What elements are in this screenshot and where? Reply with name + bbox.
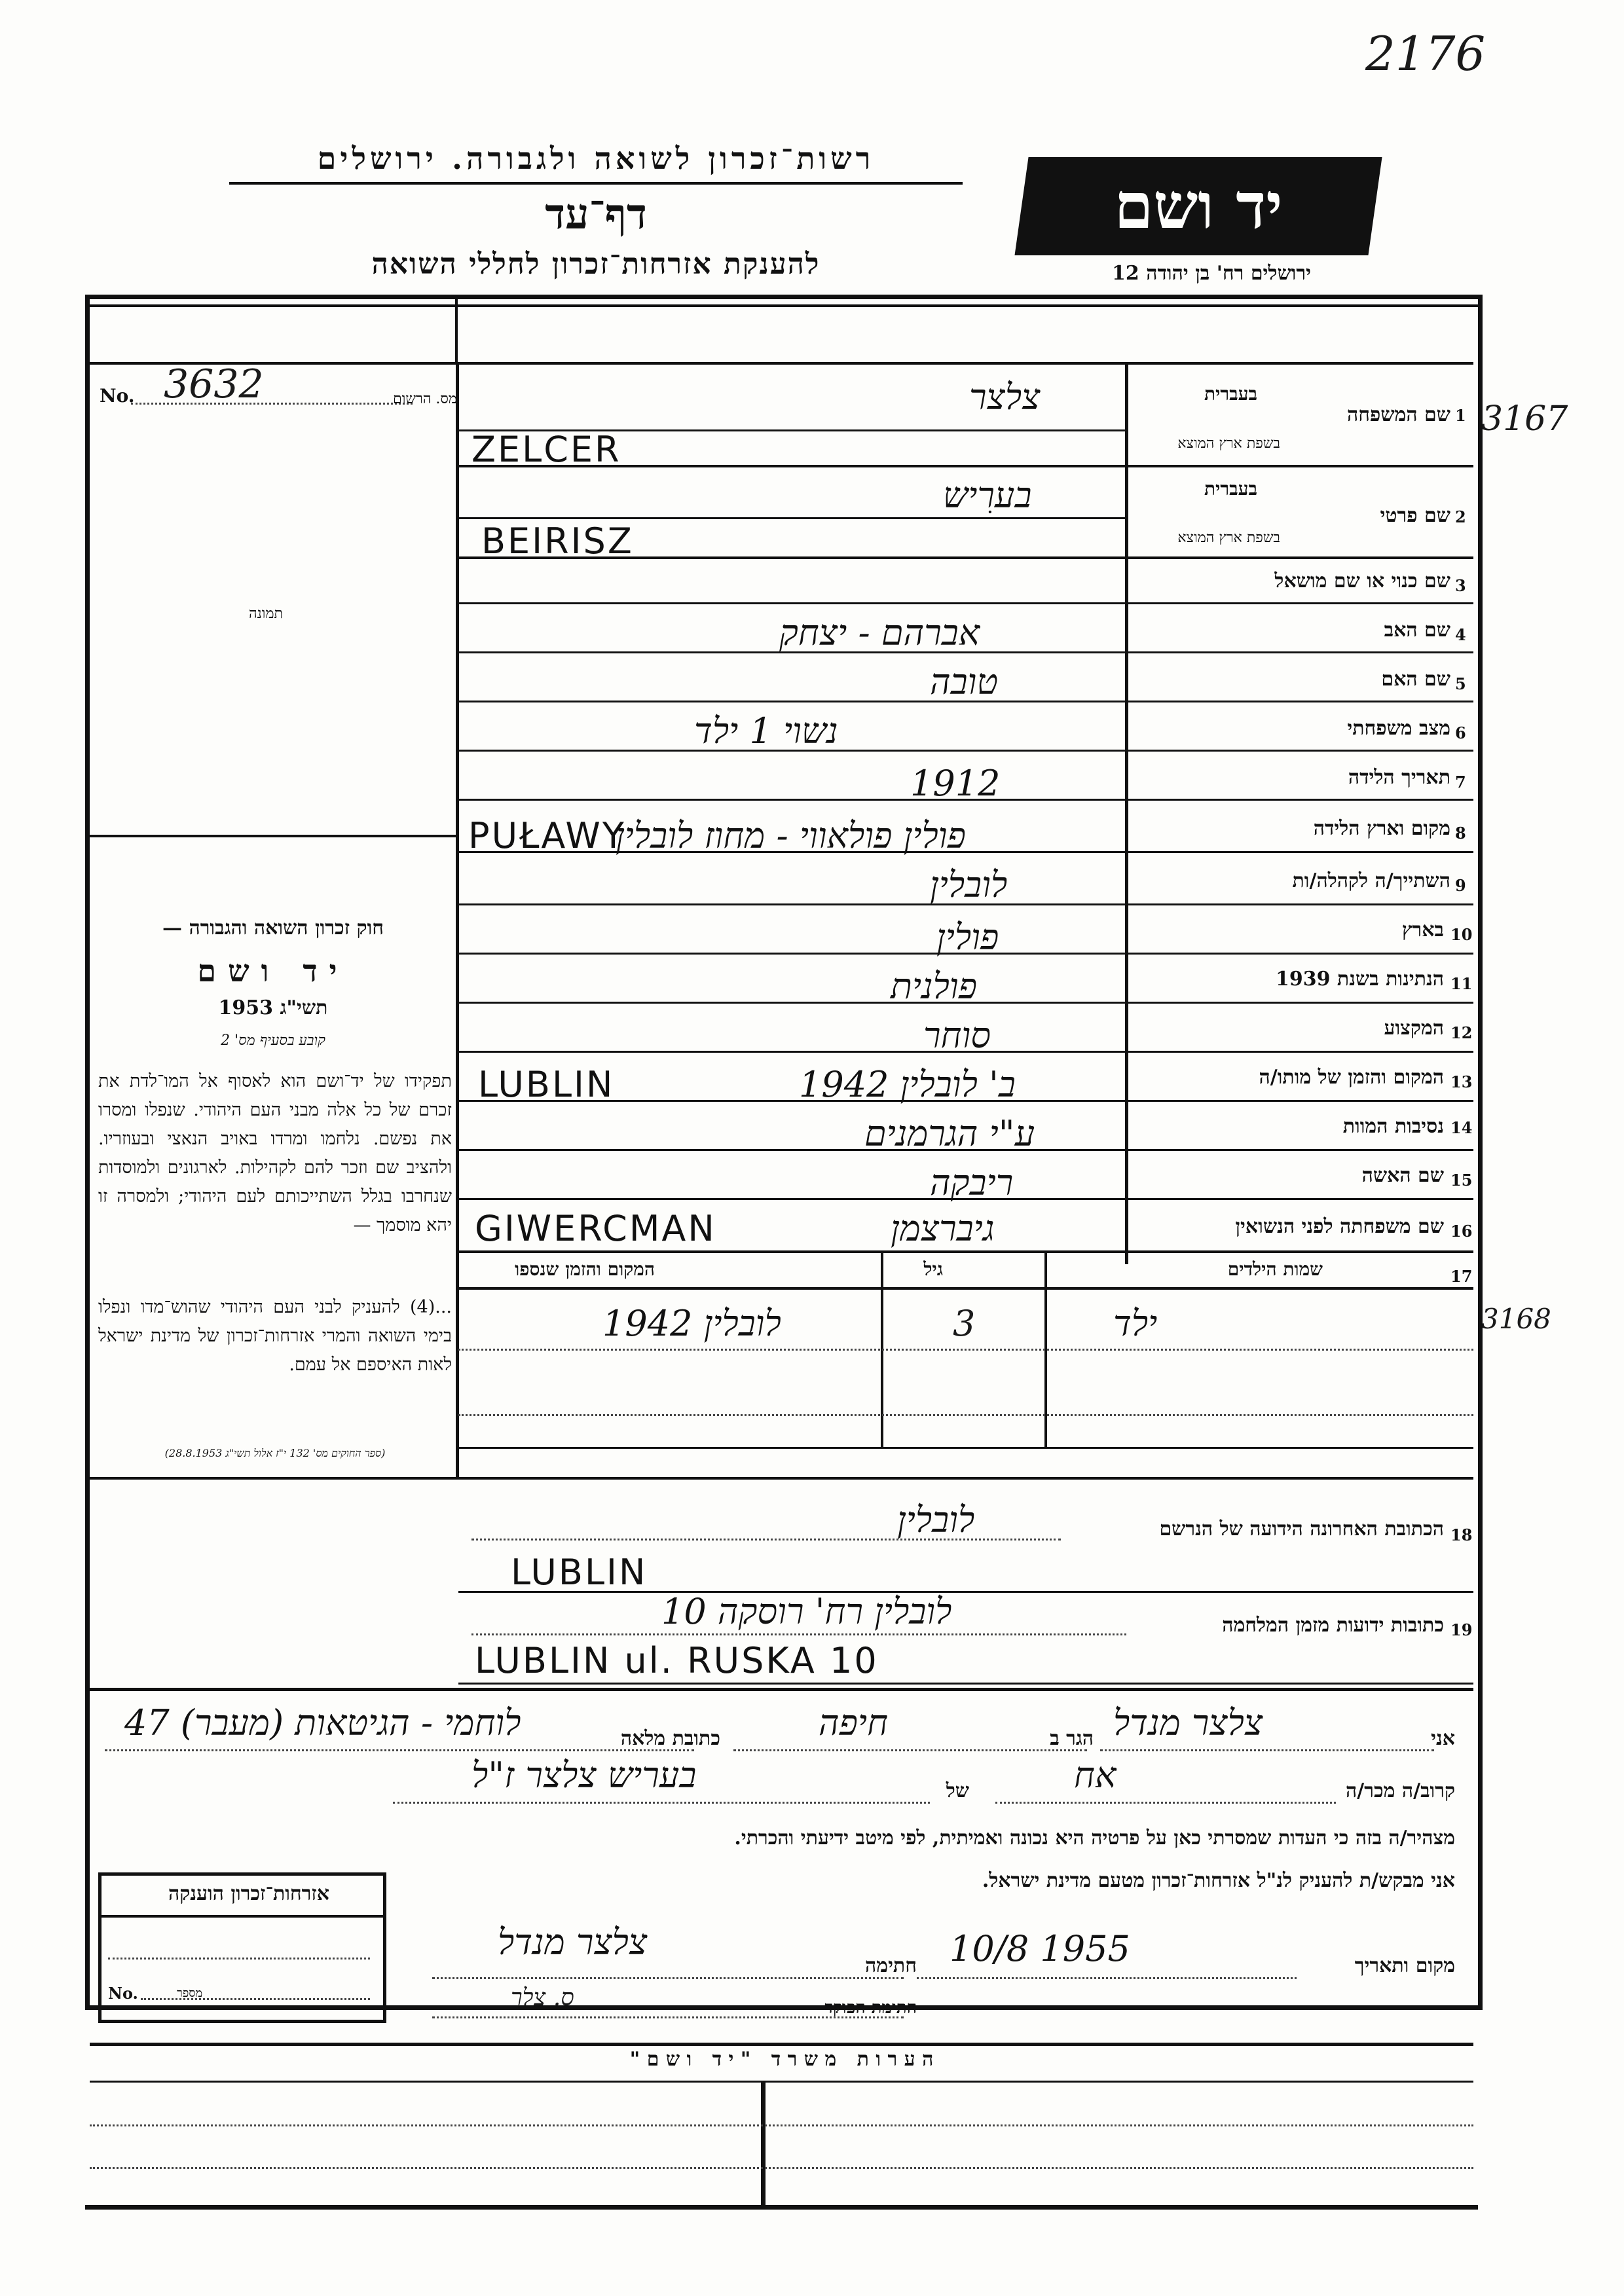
field-11-label: הנתינות בשנת 1939 — [1275, 968, 1444, 991]
field-9-label: השתייך/ה לקהלה/ות — [1292, 869, 1450, 892]
field-16-value: גיברצמן — [891, 1208, 995, 1249]
field-9-number: 9 — [1455, 876, 1466, 895]
field-10-label: בארץ — [1401, 919, 1444, 941]
law-clause: קובע בסעיף מס' 2 — [221, 1032, 325, 1049]
citizenship-box-title: אזרחות־זכרון הוענקה — [168, 1882, 330, 1905]
field-17-number: 17 — [1450, 1267, 1473, 1286]
declarant-name: צלצר מנדל — [1113, 1702, 1263, 1743]
field-15-label: שם האשה — [1361, 1164, 1444, 1187]
field-12-number: 12 — [1450, 1023, 1473, 1042]
signature-dotline — [432, 1977, 904, 1979]
children-place-header: המקום והזמן שנספו — [515, 1258, 655, 1280]
row-line-16 — [458, 1250, 1473, 1253]
field-2-value: בערִיש — [943, 475, 1032, 516]
citizenship-box-title-line — [98, 1915, 386, 1918]
children-header-line — [458, 1287, 1473, 1290]
field-3-number: 3 — [1455, 576, 1466, 595]
field-14-value: ע"י הגרמנים — [864, 1113, 1035, 1154]
relation-dotline — [995, 1802, 1336, 1804]
field-15-value: ריבקה — [930, 1162, 1014, 1203]
declaration-of-label: של — [946, 1779, 969, 1802]
photo-box-bottom — [90, 835, 456, 837]
field-8-number: 8 — [1455, 824, 1466, 843]
declaration-date: 10/8 1955 — [950, 1928, 1130, 1969]
field-6-label: מצב משפחתי — [1347, 717, 1450, 740]
field-8-value-latin: PUŁAWY — [468, 815, 626, 856]
law-name: יד ושם — [197, 953, 349, 989]
field-14-number: 14 — [1450, 1118, 1473, 1137]
office-notes-top-line — [90, 2043, 1473, 2046]
declaration-statement-2: אני מבקש/ת להעניק לנ"ל אזרחות־זכרון מטעם מדינת ישראל. — [982, 1869, 1455, 1892]
field-8-label: מקום וארץ הלידה — [1313, 817, 1450, 840]
children-age-header: גיל — [923, 1258, 943, 1280]
office-notes-title-line — [90, 2081, 1473, 2083]
field-2-sub-hebrew: בעברית — [1204, 478, 1257, 500]
declaration-place-date-label: מקום ותאריך — [1354, 1954, 1455, 1977]
law-year: תשי"ג 1953 — [218, 996, 328, 1019]
declarant-address: לוחמי - הגיטאות (מעבר) 47 — [124, 1702, 521, 1743]
field-16-value-latin: GIWERCMAN — [475, 1208, 716, 1249]
citizenship-box-num-label: מספר — [177, 1986, 203, 2000]
field-19-number: 19 — [1450, 1620, 1473, 1639]
field-3-label: שם כנוי או שם מושאל — [1274, 570, 1450, 592]
field-19-label: כתובות ידועות מזמן המלחמה — [1222, 1614, 1444, 1637]
declaration-i-label: אני — [1431, 1727, 1455, 1750]
field-19-mid-line — [458, 1683, 1473, 1685]
field-5-value: טובה — [930, 661, 999, 702]
law-paragraph-1: תפקידו של יד־ושם הוא לאסוף אל המו־לדת את זכרם של כל אלה מבני העם היהודי. שנפלו ומסרו את נפשם. נלחמו ומרדו באויב הנאצי ובעוזריו. ולהציב שם וזכר להם לקהילות. לארגונים ולמוסדות שנחרבו בגלל השתייכותם לעם היהודי; ולמסרה זו יהא מוסמך — — [98, 1071, 452, 1235]
declaration-statement-1: מצהיר/ה בזה כי העדות שמסרתי כאן על פרטיה היא נכונה ואמיתית, לפי מיטב ידיעתי והכרתי. — [734, 1827, 1455, 1850]
date-dotline — [917, 1977, 1297, 1979]
photo-label: תמונה — [249, 606, 283, 622]
row-line-2a — [458, 517, 1125, 519]
field-4-value: אברהם - יצחק — [779, 612, 980, 653]
field-4-number: 4 — [1455, 625, 1466, 644]
citizenship-box-dotline-2 — [141, 1998, 370, 2000]
field-13-number: 13 — [1450, 1072, 1473, 1091]
field-11-value: פולנית — [891, 966, 978, 1007]
top-strip-divider — [455, 298, 458, 362]
logo-text: יד ושם — [1114, 169, 1283, 243]
declaration-address-label: כתובת מלאה — [620, 1727, 720, 1750]
officer-dotline — [432, 2016, 904, 2018]
registration-label: מס. הרשום — [393, 391, 457, 407]
field-13-value: ב' לובלין 1942 — [799, 1064, 1016, 1105]
city-dotline — [733, 1749, 1087, 1751]
field-1-value: צלצר — [969, 376, 1041, 418]
field-18-value-latin: LUBLIN — [511, 1552, 648, 1593]
field-1-value-latin: ZELCER — [471, 429, 621, 470]
field-13-label: המקום והזמן של מותו/ה — [1259, 1066, 1444, 1089]
field-10-value: פולין — [936, 917, 999, 958]
field-13-value-latin: LUBLIN — [478, 1064, 615, 1105]
child-1-age: 3 — [953, 1303, 976, 1344]
citizenship-box-no-label: No. — [108, 1984, 138, 2003]
field-10-number: 10 — [1450, 925, 1473, 944]
registration-number: 3632 — [164, 361, 264, 407]
field-7-number: 7 — [1455, 773, 1466, 792]
law-paragraph-2: ...(4) להעניק לבני העם היהודי שהוש־מדו ונפלו בימי השואה והמרי אזרחות־זכרון של מדינת ישראל לאות האיספם אל עמם. — [98, 1297, 452, 1375]
field-11-number: 11 — [1450, 974, 1473, 993]
field-14-label: נסיבות המוות — [1342, 1115, 1444, 1138]
office-notes-divider — [761, 2082, 766, 2206]
field-1-label: שם המשפחה — [1346, 403, 1450, 426]
law-title: חוק זכרון השואה והגבורה — — [162, 917, 384, 939]
form-title: דף־עד — [545, 190, 647, 239]
field-19-value-latin: LUBLIN ul. RUSKA 10 — [475, 1640, 879, 1681]
field-4-label: שם האב — [1384, 619, 1450, 642]
declaration-top-line — [90, 1477, 1473, 1480]
field-16-number: 16 — [1450, 1222, 1473, 1241]
row-line-6 — [458, 750, 1473, 752]
field-9-value: לובלין — [930, 864, 1008, 905]
address-dotline — [105, 1749, 694, 1751]
top-strip-bottom — [90, 362, 1473, 365]
field-6-value: נשוי 1 ילד — [694, 710, 838, 752]
declarant-city: חיפה — [819, 1702, 889, 1743]
field-1-sub-origin: בשפת ארץ המוצא — [1177, 435, 1280, 452]
field-5-label: שם האם — [1381, 668, 1450, 691]
law-source: (ספר החוקים מס' 132 י"ז אלול תשי"ג 28.8.1953) — [164, 1447, 386, 1459]
field-18-label: הכתובת האחרונה הידועה של הנרשם — [1159, 1518, 1444, 1540]
form-frame-top-shadow — [85, 304, 1483, 307]
registration-no-label: No. — [100, 385, 135, 407]
margin-note-children: 3168 — [1481, 1303, 1551, 1335]
field-7-label: תאריך הלידה — [1348, 766, 1450, 789]
field-1-sub-hebrew: בעברית — [1204, 383, 1257, 405]
field-1-number: 1 — [1455, 406, 1466, 425]
child-1-place-time: לובלין 1942 — [602, 1303, 781, 1344]
declaration-of-value: בעריש צלצר ז"ל — [471, 1755, 697, 1796]
child-1-name: ילד — [1113, 1303, 1158, 1344]
field-5-number: 5 — [1455, 674, 1466, 693]
declarant-dotline — [1100, 1749, 1434, 1751]
authority-title: רשות־זכרון לשואה ולגבורה. ירושלים — [317, 141, 875, 176]
authority-underline — [229, 182, 963, 185]
children-names-header: שמות הילדים — [1227, 1258, 1323, 1280]
children-row-line-1 — [458, 1349, 1473, 1351]
header-address: ירושלים רח' בן יהודה 12 — [1112, 262, 1311, 285]
declaration-relative-label: קרוב/ה מכר/ה — [1346, 1779, 1455, 1802]
archive-number: 2176 — [1365, 26, 1486, 81]
officer-signature-label: חתימת הפוקד — [824, 1998, 917, 2018]
field-8-value: פולין פולאווי - מחוז לובלין — [616, 815, 966, 856]
form-subtitle: להענקת אזרחות־זכרון לחללי השואה — [371, 247, 821, 281]
field-18-number: 18 — [1450, 1525, 1473, 1544]
children-row-line-2 — [458, 1414, 1473, 1416]
field-15-number: 15 — [1450, 1171, 1473, 1190]
declaration-signature: צלצר מנדל — [498, 1922, 648, 1963]
field-7-value: 1912 — [910, 763, 1001, 804]
declaration-section-line — [90, 1688, 1473, 1691]
officer-signature: ס. צלר — [511, 1984, 574, 2011]
label-column-divider — [1125, 362, 1128, 1264]
left-column-divider — [456, 362, 459, 1477]
office-notes-bottom-line — [85, 2205, 1478, 2210]
field-2-sub-origin: בשפת ארץ המוצא — [1177, 530, 1280, 546]
field-16-label: שם משפחתה לפני הנשואין — [1235, 1215, 1444, 1238]
field-6-number: 6 — [1455, 723, 1466, 742]
field-12-label: המקצוע — [1384, 1017, 1444, 1040]
declarant-relation: אח — [1074, 1755, 1116, 1796]
field-2-number: 2 — [1455, 507, 1466, 526]
declaration-lives-label: הגר ב — [1050, 1727, 1094, 1750]
field-19-dotline — [471, 1633, 1126, 1635]
children-bottom-line — [458, 1447, 1473, 1449]
margin-note-top: 3167 — [1481, 399, 1568, 439]
citizenship-box-dotline-1 — [108, 1958, 370, 1959]
row-line-3 — [458, 602, 1473, 604]
field-12-value: סוחר — [923, 1015, 991, 1056]
declaration-signature-label: חתימה — [865, 1954, 917, 1977]
field-18-value: לובלין — [897, 1499, 975, 1540]
field-2-label: שם פרטי — [1380, 504, 1450, 527]
office-notes-line-1 — [90, 2124, 1473, 2126]
of-dotline — [393, 1802, 930, 1804]
field-19-value: לובלין רח' רוסקה 10 — [661, 1591, 952, 1632]
field-2-value-latin: BEIRISZ — [481, 520, 634, 562]
office-notes-line-2 — [90, 2167, 1473, 2169]
office-notes-title: ה ע ר ו ת מ ש ר ד " י ד ו ש ם " — [629, 2048, 934, 2071]
